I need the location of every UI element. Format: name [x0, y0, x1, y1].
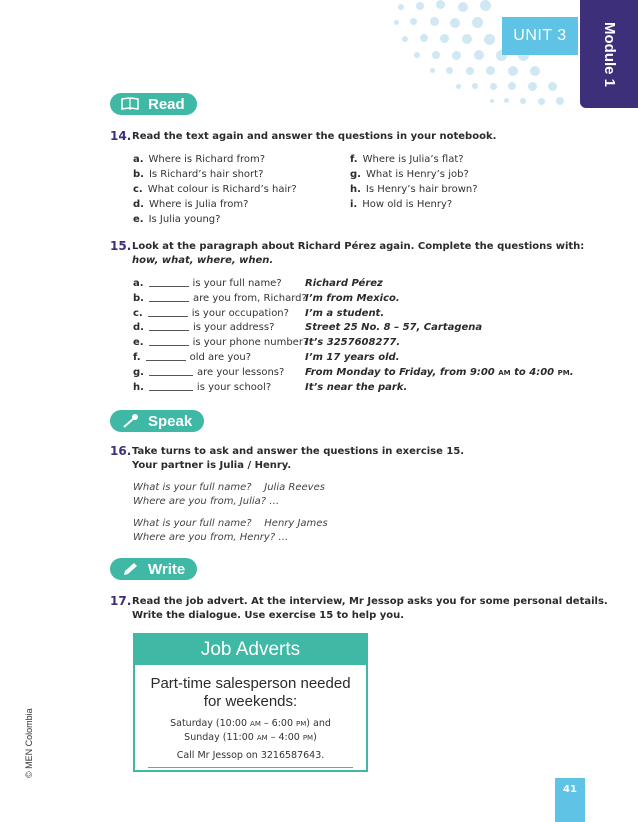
ex15-question-e: e. is your phone number? — [133, 337, 309, 348]
write-label: Write — [148, 560, 186, 578]
job-advert-box — [133, 633, 368, 772]
exercise-17-instruction: Read the job advert. At the interview, Mr Jessop asks you for some personal details. Write the dialogue. Use exercise 15 to help you. — [132, 596, 608, 621]
microphone-icon — [120, 413, 140, 429]
ex14-item-b: b. Is Richard’s hair short? — [133, 169, 264, 180]
ex15-question-b: b. are you from, Richard? — [133, 293, 307, 304]
exercise-16-instruction: Take turns to ask and answer the questions in exercise 15. Your partner is Julia / Henry. — [132, 446, 465, 471]
ex15-question-g: g. are your lessons? — [133, 367, 285, 378]
pencil-icon — [120, 561, 140, 577]
speak-label: Speak — [148, 412, 193, 430]
exercise-15-number: 15. — [110, 239, 132, 253]
module-label: Module 1 — [600, 21, 618, 87]
unit-tab: UNIT 3 — [502, 17, 578, 55]
ex15-answer-e: It’s 3257608277. — [305, 337, 401, 348]
page-number-tab — [555, 778, 585, 822]
ex15-question-d: d. is your address? — [133, 322, 275, 333]
exercise-14-instruction: Read the text again and answer the questions in your notebook. — [132, 131, 497, 142]
exercise-15-instruction: Look at the paragraph about Richard Pérez again. Complete the questions with: how, what, where, when. — [132, 241, 585, 266]
book-icon — [120, 96, 140, 112]
ex15-answer-g: From Monday to Friday, from 9:00 AM to 4:00 PM. — [305, 367, 574, 378]
module-tab — [580, 0, 638, 108]
ex15-answer-c: I’m a student. — [305, 308, 385, 319]
ex15-question-h: h. is your school? — [133, 382, 272, 393]
exercise-14-number: 14. — [110, 129, 132, 143]
divider — [148, 767, 353, 768]
ex16-dialog-line: What is your full name? Henry James — [133, 518, 328, 529]
ex15-question-f: f. old are you? — [133, 352, 252, 363]
ex16-dialog-line: Where are you from, Julia? … — [133, 496, 280, 507]
copyright-notice: © MEN Colombia — [24, 708, 34, 778]
ex14-item-e: e. Is Julia young? — [133, 214, 221, 225]
ex14-item-f: f. Where is Julia’s flat? — [350, 154, 464, 165]
ex14-item-a: a. Where is Richard from? — [133, 154, 266, 165]
ex14-item-g: g. What is Henry’s job? — [350, 169, 469, 180]
page-number: 41 — [563, 784, 577, 795]
ex15-question-a: a. is your full name? — [133, 278, 282, 289]
ex15-question-c: c. is your occupation? — [133, 308, 289, 319]
job-advert-schedule: Saturday (10:00 AM – 6:00 PM) and Sunday (11:00 AM – 4:00 PM) — [170, 718, 331, 743]
read-section-header — [110, 93, 197, 115]
ex14-item-h: h. Is Henry’s hair brown? — [350, 184, 478, 195]
job-advert-header: Job Adverts — [135, 635, 366, 665]
ex15-answer-d: Street 25 No. 8 – 57, Cartagena — [305, 322, 483, 333]
ex14-item-i: i. How old is Henry? — [350, 199, 453, 210]
job-advert-title: Part-time salesperson needed for weekends: — [150, 675, 351, 710]
ex16-dialog-line: Where are you from, Henry? … — [133, 532, 289, 543]
ex14-item-d: d. Where is Julia from? — [133, 199, 249, 210]
job-advert-contact: Call Mr Jessop on 3216587643. — [176, 750, 325, 761]
ex16-dialog-line: What is your full name? Julia Reeves — [133, 482, 325, 493]
ex15-answer-b: I’m from Mexico. — [305, 293, 400, 304]
ex15-answer-a: Richard Pérez — [305, 278, 383, 289]
ex15-answer-f: I’m 17 years old. — [305, 352, 400, 363]
ex14-item-c: c. What colour is Richard’s hair? — [133, 184, 297, 195]
exercise-16-number: 16. — [110, 444, 132, 458]
speak-section-header — [110, 410, 204, 432]
ex15-answer-h: It’s near the park. — [305, 382, 408, 393]
write-section-header — [110, 558, 197, 580]
exercise-17-number: 17. — [110, 594, 132, 608]
read-label: Read — [148, 95, 185, 113]
